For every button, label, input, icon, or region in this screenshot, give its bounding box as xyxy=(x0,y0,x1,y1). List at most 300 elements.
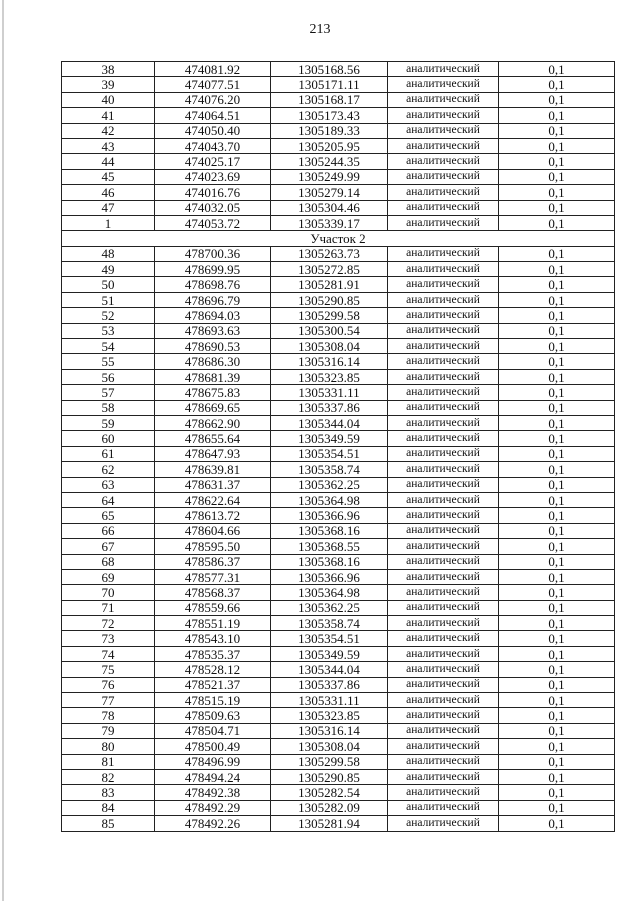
x-coordinate-cell: 478528.12 xyxy=(155,662,271,677)
y-coordinate-cell: 1305299.58 xyxy=(271,308,388,323)
y-coordinate-cell: 1305290.85 xyxy=(271,292,388,307)
point-number-cell: 81 xyxy=(62,754,155,769)
accuracy-cell: 0,1 xyxy=(499,215,615,230)
x-coordinate-cell: 474025.17 xyxy=(155,154,271,169)
x-coordinate-cell: 474076.20 xyxy=(155,92,271,107)
accuracy-cell: 0,1 xyxy=(499,369,615,384)
table-row xyxy=(62,415,615,430)
y-coordinate-cell: 1305244.35 xyxy=(271,154,388,169)
y-coordinate-cell: 1305279.14 xyxy=(271,185,388,200)
x-coordinate-cell: 478622.64 xyxy=(155,492,271,507)
accuracy-cell: 0,1 xyxy=(499,323,615,338)
table-row xyxy=(62,693,615,708)
accuracy-cell: 0,1 xyxy=(499,415,615,430)
table-row xyxy=(62,215,615,230)
method-cell: аналитический xyxy=(388,616,499,631)
x-coordinate-cell: 474032.05 xyxy=(155,200,271,215)
x-coordinate-cell: 478639.81 xyxy=(155,462,271,477)
coordinates-table-body xyxy=(62,62,615,832)
accuracy-cell: 0,1 xyxy=(499,246,615,261)
accuracy-cell: 0,1 xyxy=(499,123,615,138)
method-cell: аналитический xyxy=(388,92,499,107)
table-row xyxy=(62,262,615,277)
y-coordinate-cell: 1305168.17 xyxy=(271,92,388,107)
y-coordinate-cell: 1305339.17 xyxy=(271,215,388,230)
table-row xyxy=(62,631,615,646)
method-cell: аналитический xyxy=(388,677,499,692)
table-row xyxy=(62,462,615,477)
accuracy-cell: 0,1 xyxy=(499,600,615,615)
table-row xyxy=(62,600,615,615)
point-number-cell: 79 xyxy=(62,723,155,738)
table-row xyxy=(62,816,615,831)
accuracy-cell: 0,1 xyxy=(499,138,615,153)
point-number-cell: 65 xyxy=(62,508,155,523)
point-number-cell: 58 xyxy=(62,400,155,415)
accuracy-cell: 0,1 xyxy=(499,108,615,123)
point-number-cell: 56 xyxy=(62,369,155,384)
page-number: 213 xyxy=(309,22,331,37)
accuracy-cell: 0,1 xyxy=(499,662,615,677)
accuracy-cell: 0,1 xyxy=(499,508,615,523)
accuracy-cell: 0,1 xyxy=(499,262,615,277)
x-coordinate-cell: 478604.66 xyxy=(155,523,271,538)
accuracy-cell: 0,1 xyxy=(499,754,615,769)
accuracy-cell: 0,1 xyxy=(499,200,615,215)
table-row xyxy=(62,754,615,769)
method-cell: аналитический xyxy=(388,262,499,277)
table-row xyxy=(62,662,615,677)
table-row xyxy=(62,431,615,446)
table-row xyxy=(62,108,615,123)
accuracy-cell: 0,1 xyxy=(499,446,615,461)
accuracy-cell: 0,1 xyxy=(499,723,615,738)
method-cell: аналитический xyxy=(388,508,499,523)
method-cell: аналитический xyxy=(388,477,499,492)
x-coordinate-cell: 478568.37 xyxy=(155,585,271,600)
y-coordinate-cell: 1305337.86 xyxy=(271,400,388,415)
method-cell: аналитический xyxy=(388,400,499,415)
method-cell: аналитический xyxy=(388,462,499,477)
accuracy-cell: 0,1 xyxy=(499,677,615,692)
x-coordinate-cell: 478509.63 xyxy=(155,708,271,723)
y-coordinate-cell: 1305368.55 xyxy=(271,539,388,554)
point-number-cell: 60 xyxy=(62,431,155,446)
table-row xyxy=(62,723,615,738)
accuracy-cell: 0,1 xyxy=(499,277,615,292)
y-coordinate-cell: 1305323.85 xyxy=(271,369,388,384)
point-number-cell: 62 xyxy=(62,462,155,477)
y-coordinate-cell: 1305249.99 xyxy=(271,169,388,184)
x-coordinate-cell: 478681.39 xyxy=(155,369,271,384)
point-number-cell: 51 xyxy=(62,292,155,307)
point-number-cell: 45 xyxy=(62,169,155,184)
accuracy-cell: 0,1 xyxy=(499,308,615,323)
table-row xyxy=(62,323,615,338)
point-number-cell: 52 xyxy=(62,308,155,323)
accuracy-cell: 0,1 xyxy=(499,462,615,477)
x-coordinate-cell: 474064.51 xyxy=(155,108,271,123)
accuracy-cell: 0,1 xyxy=(499,154,615,169)
table-row xyxy=(62,154,615,169)
y-coordinate-cell: 1305331.11 xyxy=(271,693,388,708)
y-coordinate-cell: 1305366.96 xyxy=(271,508,388,523)
point-number-cell: 41 xyxy=(62,108,155,123)
x-coordinate-cell: 478586.37 xyxy=(155,554,271,569)
point-number-cell: 46 xyxy=(62,185,155,200)
accuracy-cell: 0,1 xyxy=(499,708,615,723)
x-coordinate-cell: 478492.26 xyxy=(155,816,271,831)
x-coordinate-cell: 478675.83 xyxy=(155,385,271,400)
point-number-cell: 74 xyxy=(62,646,155,661)
method-cell: аналитический xyxy=(388,185,499,200)
table-row xyxy=(62,292,615,307)
x-coordinate-cell: 474023.69 xyxy=(155,169,271,184)
point-number-cell: 40 xyxy=(62,92,155,107)
point-number-cell: 67 xyxy=(62,539,155,554)
x-coordinate-cell: 478694.03 xyxy=(155,308,271,323)
table-row xyxy=(62,185,615,200)
table-row xyxy=(62,169,615,184)
table-row xyxy=(62,800,615,815)
method-cell: аналитический xyxy=(388,277,499,292)
method-cell: аналитический xyxy=(388,246,499,261)
method-cell: аналитический xyxy=(388,539,499,554)
table-row xyxy=(62,769,615,784)
table-row xyxy=(62,785,615,800)
table-row xyxy=(62,677,615,692)
point-number-cell: 71 xyxy=(62,600,155,615)
point-number-cell: 59 xyxy=(62,415,155,430)
x-coordinate-cell: 478595.50 xyxy=(155,539,271,554)
method-cell: аналитический xyxy=(388,369,499,384)
table-row xyxy=(62,616,615,631)
y-coordinate-cell: 1305364.98 xyxy=(271,492,388,507)
accuracy-cell: 0,1 xyxy=(499,354,615,369)
table-row xyxy=(62,569,615,584)
y-coordinate-cell: 1305366.96 xyxy=(271,569,388,584)
x-coordinate-cell: 478686.30 xyxy=(155,354,271,369)
accuracy-cell: 0,1 xyxy=(499,693,615,708)
method-cell: аналитический xyxy=(388,215,499,230)
method-cell: аналитический xyxy=(388,800,499,815)
y-coordinate-cell: 1305272.85 xyxy=(271,262,388,277)
point-number-cell: 42 xyxy=(62,123,155,138)
accuracy-cell: 0,1 xyxy=(499,77,615,92)
point-number-cell: 66 xyxy=(62,523,155,538)
x-coordinate-cell: 478577.31 xyxy=(155,569,271,584)
y-coordinate-cell: 1305308.04 xyxy=(271,339,388,354)
method-cell: аналитический xyxy=(388,154,499,169)
method-cell: аналитический xyxy=(388,554,499,569)
point-number-cell: 48 xyxy=(62,246,155,261)
table-row xyxy=(62,369,615,384)
method-cell: аналитический xyxy=(388,631,499,646)
point-number-cell: 1 xyxy=(62,215,155,230)
y-coordinate-cell: 1305368.16 xyxy=(271,523,388,538)
x-coordinate-cell: 478494.24 xyxy=(155,769,271,784)
accuracy-cell: 0,1 xyxy=(499,339,615,354)
y-coordinate-cell: 1305368.16 xyxy=(271,554,388,569)
table-row xyxy=(62,308,615,323)
table-row xyxy=(62,339,615,354)
y-coordinate-cell: 1305358.74 xyxy=(271,462,388,477)
point-number-cell: 72 xyxy=(62,616,155,631)
point-number-cell: 54 xyxy=(62,339,155,354)
y-coordinate-cell: 1305281.94 xyxy=(271,816,388,831)
method-cell: аналитический xyxy=(388,308,499,323)
y-coordinate-cell: 1305263.73 xyxy=(271,246,388,261)
y-coordinate-cell: 1305362.25 xyxy=(271,600,388,615)
point-number-cell: 77 xyxy=(62,693,155,708)
method-cell: аналитический xyxy=(388,708,499,723)
point-number-cell: 50 xyxy=(62,277,155,292)
point-number-cell: 39 xyxy=(62,77,155,92)
point-number-cell: 44 xyxy=(62,154,155,169)
point-number-cell: 83 xyxy=(62,785,155,800)
accuracy-cell: 0,1 xyxy=(499,169,615,184)
y-coordinate-cell: 1305290.85 xyxy=(271,769,388,784)
table-row xyxy=(62,77,615,92)
method-cell: аналитический xyxy=(388,431,499,446)
y-coordinate-cell: 1305304.46 xyxy=(271,200,388,215)
x-coordinate-cell: 478559.66 xyxy=(155,600,271,615)
point-number-cell: 68 xyxy=(62,554,155,569)
x-coordinate-cell: 478496.99 xyxy=(155,754,271,769)
point-number-cell: 57 xyxy=(62,385,155,400)
table-row xyxy=(62,539,615,554)
table-row xyxy=(62,246,615,261)
y-coordinate-cell: 1305168.56 xyxy=(271,62,388,77)
table-row xyxy=(62,708,615,723)
method-cell: аналитический xyxy=(388,108,499,123)
method-cell: аналитический xyxy=(388,169,499,184)
y-coordinate-cell: 1305331.11 xyxy=(271,385,388,400)
y-coordinate-cell: 1305189.33 xyxy=(271,123,388,138)
method-cell: аналитический xyxy=(388,723,499,738)
table-row xyxy=(62,492,615,507)
x-coordinate-cell: 478551.19 xyxy=(155,616,271,631)
y-coordinate-cell: 1305308.04 xyxy=(271,739,388,754)
method-cell: аналитический xyxy=(388,200,499,215)
accuracy-cell: 0,1 xyxy=(499,477,615,492)
x-coordinate-cell: 478669.65 xyxy=(155,400,271,415)
y-coordinate-cell: 1305337.86 xyxy=(271,677,388,692)
x-coordinate-cell: 478500.49 xyxy=(155,739,271,754)
x-coordinate-cell: 478631.37 xyxy=(155,477,271,492)
point-number-cell: 80 xyxy=(62,739,155,754)
x-coordinate-cell: 478492.29 xyxy=(155,800,271,815)
point-number-cell: 73 xyxy=(62,631,155,646)
accuracy-cell: 0,1 xyxy=(499,554,615,569)
point-number-cell: 47 xyxy=(62,200,155,215)
method-cell: аналитический xyxy=(388,354,499,369)
y-coordinate-cell: 1305205.95 xyxy=(271,138,388,153)
y-coordinate-cell: 1305316.14 xyxy=(271,723,388,738)
y-coordinate-cell: 1305282.54 xyxy=(271,785,388,800)
point-number-cell: 64 xyxy=(62,492,155,507)
x-coordinate-cell: 478521.37 xyxy=(155,677,271,692)
table-row xyxy=(62,138,615,153)
point-number-cell: 70 xyxy=(62,585,155,600)
point-number-cell: 61 xyxy=(62,446,155,461)
x-coordinate-cell: 474016.76 xyxy=(155,185,271,200)
y-coordinate-cell: 1305281.91 xyxy=(271,277,388,292)
accuracy-cell: 0,1 xyxy=(499,769,615,784)
method-cell: аналитический xyxy=(388,323,499,338)
y-coordinate-cell: 1305316.14 xyxy=(271,354,388,369)
point-number-cell: 69 xyxy=(62,569,155,584)
method-cell: аналитический xyxy=(388,138,499,153)
y-coordinate-cell: 1305300.54 xyxy=(271,323,388,338)
point-number-cell: 55 xyxy=(62,354,155,369)
y-coordinate-cell: 1305173.43 xyxy=(271,108,388,123)
accuracy-cell: 0,1 xyxy=(499,492,615,507)
scan-edge xyxy=(2,0,4,901)
point-number-cell: 82 xyxy=(62,769,155,784)
method-cell: аналитический xyxy=(388,292,499,307)
x-coordinate-cell: 478696.79 xyxy=(155,292,271,307)
point-number-cell: 78 xyxy=(62,708,155,723)
x-coordinate-cell: 478535.37 xyxy=(155,646,271,661)
method-cell: аналитический xyxy=(388,785,499,800)
method-cell: аналитический xyxy=(388,769,499,784)
section-heading: Участок 2 xyxy=(62,231,615,246)
table-row xyxy=(62,62,615,77)
y-coordinate-cell: 1305358.74 xyxy=(271,616,388,631)
x-coordinate-cell: 478492.38 xyxy=(155,785,271,800)
point-number-cell: 53 xyxy=(62,323,155,338)
accuracy-cell: 0,1 xyxy=(499,400,615,415)
table-row xyxy=(62,200,615,215)
point-number-cell: 38 xyxy=(62,62,155,77)
accuracy-cell: 0,1 xyxy=(499,185,615,200)
y-coordinate-cell: 1305362.25 xyxy=(271,477,388,492)
method-cell: аналитический xyxy=(388,385,499,400)
y-coordinate-cell: 1305354.51 xyxy=(271,631,388,646)
x-coordinate-cell: 478613.72 xyxy=(155,508,271,523)
y-coordinate-cell: 1305171.11 xyxy=(271,77,388,92)
table-row xyxy=(62,400,615,415)
x-coordinate-cell: 474050.40 xyxy=(155,123,271,138)
method-cell: аналитический xyxy=(388,816,499,831)
method-cell: аналитический xyxy=(388,77,499,92)
point-number-cell: 75 xyxy=(62,662,155,677)
table-row xyxy=(62,477,615,492)
accuracy-cell: 0,1 xyxy=(499,739,615,754)
table-row xyxy=(62,92,615,107)
table-row xyxy=(62,385,615,400)
method-cell: аналитический xyxy=(388,662,499,677)
x-coordinate-cell: 474077.51 xyxy=(155,77,271,92)
x-coordinate-cell: 478693.63 xyxy=(155,323,271,338)
y-coordinate-cell: 1305299.58 xyxy=(271,754,388,769)
accuracy-cell: 0,1 xyxy=(499,539,615,554)
accuracy-cell: 0,1 xyxy=(499,646,615,661)
method-cell: аналитический xyxy=(388,693,499,708)
accuracy-cell: 0,1 xyxy=(499,569,615,584)
accuracy-cell: 0,1 xyxy=(499,785,615,800)
method-cell: аналитический xyxy=(388,62,499,77)
accuracy-cell: 0,1 xyxy=(499,92,615,107)
x-coordinate-cell: 478543.10 xyxy=(155,631,271,646)
x-coordinate-cell: 478690.53 xyxy=(155,339,271,354)
y-coordinate-cell: 1305282.09 xyxy=(271,800,388,815)
point-number-cell: 49 xyxy=(62,262,155,277)
accuracy-cell: 0,1 xyxy=(499,585,615,600)
y-coordinate-cell: 1305364.98 xyxy=(271,585,388,600)
accuracy-cell: 0,1 xyxy=(499,631,615,646)
method-cell: аналитический xyxy=(388,600,499,615)
point-number-cell: 43 xyxy=(62,138,155,153)
x-coordinate-cell: 478515.19 xyxy=(155,693,271,708)
point-number-cell: 63 xyxy=(62,477,155,492)
y-coordinate-cell: 1305344.04 xyxy=(271,415,388,430)
x-coordinate-cell: 478662.90 xyxy=(155,415,271,430)
y-coordinate-cell: 1305323.85 xyxy=(271,708,388,723)
table-row xyxy=(62,646,615,661)
accuracy-cell: 0,1 xyxy=(499,385,615,400)
table-row xyxy=(62,508,615,523)
section-heading-row xyxy=(62,231,615,246)
y-coordinate-cell: 1305344.04 xyxy=(271,662,388,677)
table-row xyxy=(62,354,615,369)
x-coordinate-cell: 478504.71 xyxy=(155,723,271,738)
x-coordinate-cell: 474081.92 xyxy=(155,62,271,77)
point-number-cell: 84 xyxy=(62,800,155,815)
x-coordinate-cell: 474053.72 xyxy=(155,215,271,230)
table-row xyxy=(62,523,615,538)
x-coordinate-cell: 474043.70 xyxy=(155,138,271,153)
accuracy-cell: 0,1 xyxy=(499,431,615,446)
x-coordinate-cell: 478698.76 xyxy=(155,277,271,292)
table-row xyxy=(62,123,615,138)
x-coordinate-cell: 478699.95 xyxy=(155,262,271,277)
x-coordinate-cell: 478647.93 xyxy=(155,446,271,461)
accuracy-cell: 0,1 xyxy=(499,292,615,307)
method-cell: аналитический xyxy=(388,585,499,600)
accuracy-cell: 0,1 xyxy=(499,62,615,77)
x-coordinate-cell: 478700.36 xyxy=(155,246,271,261)
table-row xyxy=(62,739,615,754)
method-cell: аналитический xyxy=(388,523,499,538)
point-number-cell: 76 xyxy=(62,677,155,692)
accuracy-cell: 0,1 xyxy=(499,800,615,815)
x-coordinate-cell: 478655.64 xyxy=(155,431,271,446)
method-cell: аналитический xyxy=(388,646,499,661)
accuracy-cell: 0,1 xyxy=(499,616,615,631)
table-row xyxy=(62,585,615,600)
table-row xyxy=(62,446,615,461)
method-cell: аналитический xyxy=(388,415,499,430)
method-cell: аналитический xyxy=(388,739,499,754)
table-row xyxy=(62,554,615,569)
method-cell: аналитический xyxy=(388,339,499,354)
method-cell: аналитический xyxy=(388,754,499,769)
y-coordinate-cell: 1305354.51 xyxy=(271,446,388,461)
y-coordinate-cell: 1305349.59 xyxy=(271,431,388,446)
method-cell: аналитический xyxy=(388,123,499,138)
method-cell: аналитический xyxy=(388,569,499,584)
point-number-cell: 85 xyxy=(62,816,155,831)
accuracy-cell: 0,1 xyxy=(499,523,615,538)
table-row xyxy=(62,277,615,292)
accuracy-cell: 0,1 xyxy=(499,816,615,831)
y-coordinate-cell: 1305349.59 xyxy=(271,646,388,661)
method-cell: аналитический xyxy=(388,446,499,461)
method-cell: аналитический xyxy=(388,492,499,507)
coordinates-table xyxy=(61,61,615,832)
